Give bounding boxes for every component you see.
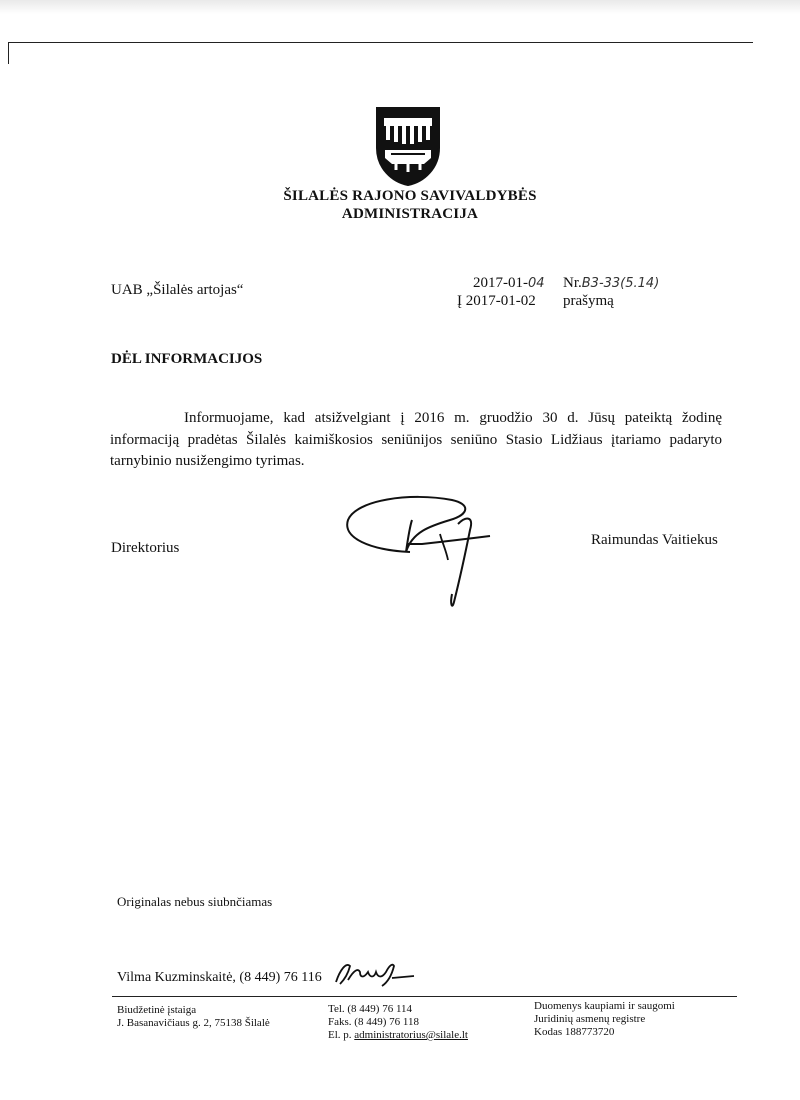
- reply-to-document: prašymą: [563, 293, 614, 309]
- signatory-position: Direktorius: [111, 540, 180, 556]
- page-border-left: [8, 42, 9, 64]
- footer-email-line: [328, 1029, 468, 1042]
- subject-heading: DĖL INFORMACIJOS: [111, 351, 263, 367]
- footer-fax: Faks. (8 449) 76 118: [328, 1016, 419, 1028]
- org-name-line2: ADMINISTRACIJA: [341, 206, 479, 222]
- reference-date: [473, 275, 545, 292]
- reference-date-handwritten: 04: [528, 276, 545, 291]
- footer-registry-line2: Juridinių asmenų registre: [534, 1013, 646, 1025]
- footer-institution-type: Biudžetinė įstaiga: [117, 1004, 197, 1016]
- footer-address: J. Basanavičiaus g. 2, 75138 Šilalė: [117, 1017, 270, 1029]
- footer-registry-line1: Duomenys kaupiami ir saugomi: [534, 1000, 675, 1012]
- footer-registry-code: Kodas 188773720: [534, 1026, 615, 1038]
- letter-body-paragraph: Informuojame, kad atsižvelgiant į 2016 m. gruodžio 30 d. Jūsų pateiktą žodinę informaciją pradėtas Šilalės kaimiškosios seniūnijos seniūno Stasio Lidžiaus įtariamo padaryto tarnybinio nusižengimo tyrimas.: [110, 410, 722, 469]
- reference-number-handwritten: B3-33(5.14): [581, 276, 660, 291]
- footer-email-label: El. p.: [328, 1029, 352, 1041]
- coat-of-arms-emblem: [374, 106, 442, 186]
- handwritten-signature: [330, 490, 520, 620]
- page-border-top: [8, 42, 753, 43]
- preparer-initials-signature: [330, 958, 420, 990]
- addressee: UAB „Šilalės artojas“: [111, 282, 244, 298]
- preparer-contact: Vilma Kuzminskaitė, (8 449) 76 116: [117, 970, 322, 985]
- reply-to-date: [457, 293, 536, 310]
- reference-date-printed: 2017-01-: [473, 275, 528, 291]
- footer-contacts: [328, 1003, 468, 1042]
- reply-to-date-value: 2017-01-02: [465, 293, 536, 309]
- footer-phone: Tel. (8 449) 76 114: [328, 1003, 413, 1015]
- reply-to-prefix: Į: [457, 293, 462, 309]
- reference-number-label: Nr.: [563, 275, 582, 291]
- scan-shadow: [0, 0, 800, 14]
- signatory-name: Raimundas Vaitiekus: [591, 532, 718, 548]
- reference-number: [563, 275, 659, 292]
- footer-email-link[interactable]: administratorius@silale.lt: [354, 1029, 468, 1041]
- original-note: Originalas nebus siubnčiamas: [117, 894, 273, 909]
- footer-divider: [112, 996, 737, 997]
- org-name-line1: ŠILALĖS RAJONO SAVIVALDYBĖS: [283, 188, 537, 204]
- footer-registry: [534, 1000, 675, 1039]
- footer-institution: [117, 1004, 270, 1030]
- letter-body: [110, 408, 722, 473]
